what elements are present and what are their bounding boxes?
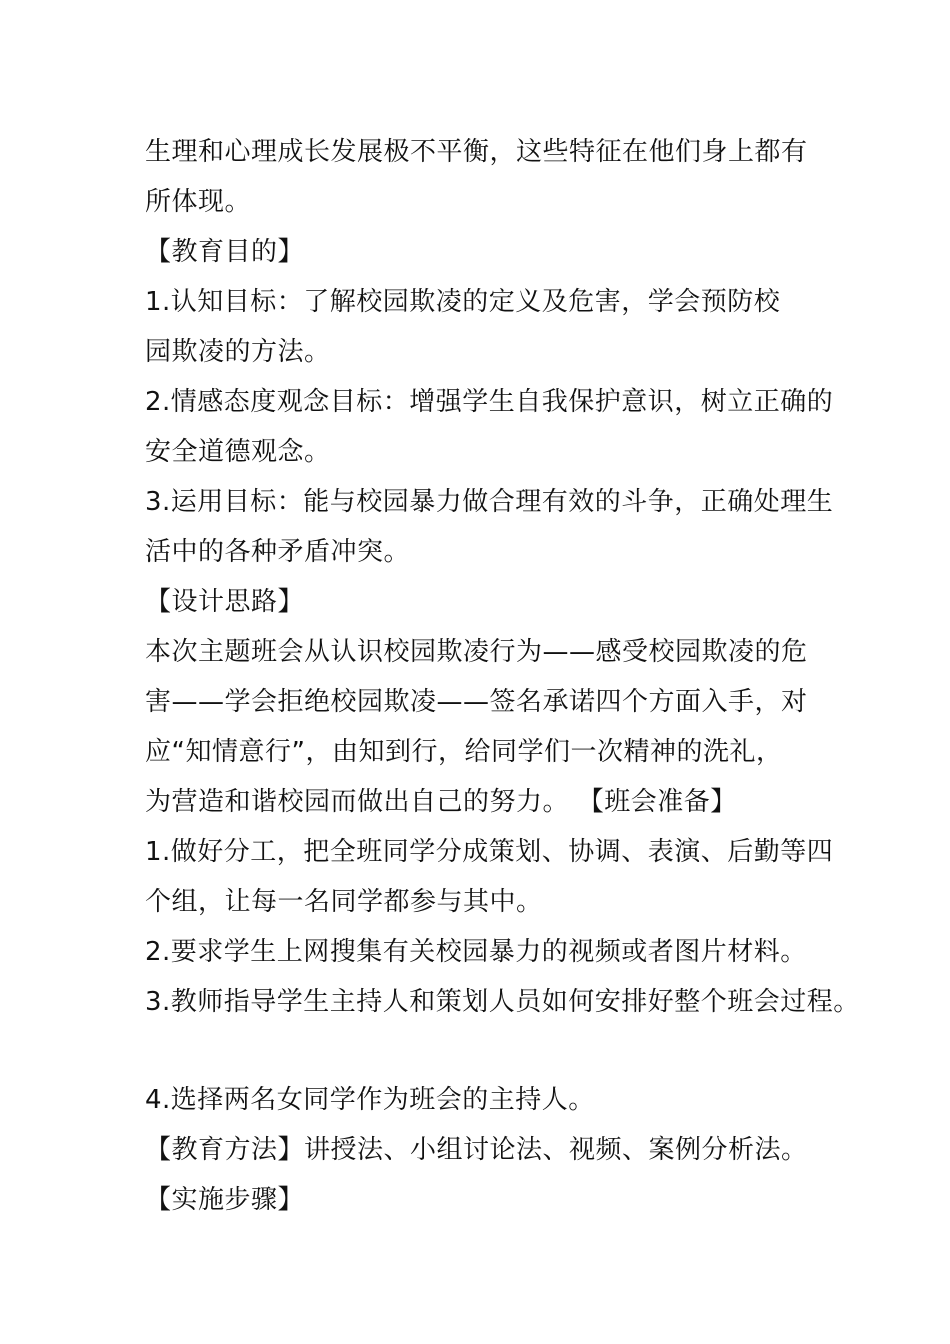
- paragraph-line: 所体现。: [145, 187, 252, 217]
- paragraph-line: 活中的各种矛盾冲突。: [145, 537, 411, 567]
- section-heading-design-idea: 【设计思路】: [145, 587, 305, 617]
- section-heading-education-method: 【教育方法】讲授法、小组讨论法、视频、案例分析法。: [145, 1135, 808, 1165]
- list-item-preparation-2: 2.要求学生上网搜集有关校园暴力的视频或者图片材料。: [145, 937, 807, 967]
- paragraph-line: 害——学会拒绝校园欺凌——签名承诺四个方面入手，对: [145, 687, 808, 717]
- paragraph-line: 本次主题班会从认识校园欺凌行为——感受校园欺凌的危: [145, 637, 808, 667]
- paragraph-line: 园欺凌的方法。: [145, 337, 331, 367]
- list-item-preparation-4: 4.选择两名女同学作为班会的主持人。: [145, 1085, 595, 1115]
- paragraph-line: 为营造和谐校园而做出自己的努力。 【班会准备】: [145, 787, 737, 817]
- list-item-emotional-goal: 2.情感态度观念目标：增强学生自我保护意识，树立正确的: [145, 387, 834, 417]
- paragraph-line: 生理和心理成长发展极不平衡，这些特征在他们身上都有: [145, 137, 808, 167]
- list-item-preparation-1: 1.做好分工，把全班同学分成策划、协调、表演、后勤等四: [145, 837, 834, 867]
- paragraph-line: 个组，让每一名同学都参与其中。: [145, 887, 543, 917]
- list-item-application-goal: 3.运用目标：能与校园暴力做合理有效的斗争，正确处理生: [145, 487, 834, 517]
- section-heading-implementation-steps: 【实施步骤】: [145, 1185, 305, 1215]
- list-item-preparation-3: 3.教师指导学生主持人和策划人员如何安排好整个班会过程。: [145, 987, 860, 1017]
- paragraph-line: 应“知情意行”，由知到行，给同学们一次精神的洗礼，: [145, 737, 783, 767]
- section-heading-education-goal: 【教育目的】: [145, 237, 305, 267]
- list-item-cognitive-goal: 1.认知目标：了解校园欺凌的定义及危害，学会预防校: [145, 287, 781, 317]
- paragraph-line: 安全道德观念。: [145, 437, 331, 467]
